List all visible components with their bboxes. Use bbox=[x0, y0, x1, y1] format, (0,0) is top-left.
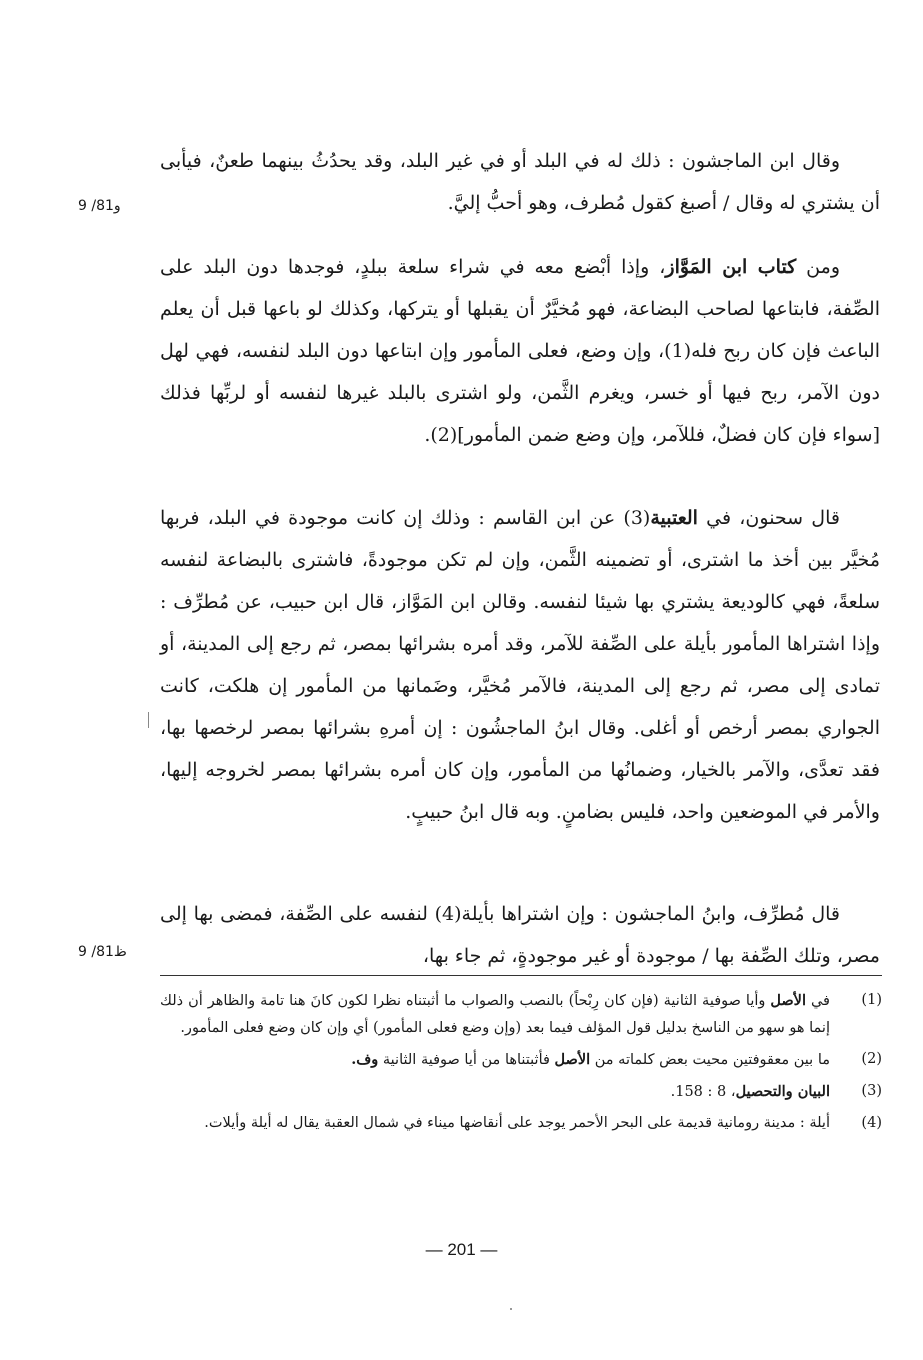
manuscript-folio-ref-recto: 9 /81و bbox=[78, 198, 121, 214]
manuscript-folio-ref-verso: 9 /81ظ bbox=[78, 944, 127, 960]
footnote-1-intro: في bbox=[805, 993, 830, 1009]
footnote-1-source: الأصل bbox=[770, 992, 806, 1009]
footnote-2-source: الأصل bbox=[554, 1051, 591, 1068]
paragraph-2-book-title: كتاب ابن المَوَّاز bbox=[665, 256, 797, 278]
margin-pencil-mark bbox=[148, 712, 149, 728]
paragraph-4 bbox=[160, 893, 880, 977]
footnote-4-text: أيلة : مدينة رومانية قديمة على البحر الأحمر يوجد على أنقاضها ميناء في شمال العقبة يقال له أيلة وأيلات. bbox=[204, 1115, 830, 1131]
footnote-2-intro: ما بين معقوفتين محيت بعض كلماته من bbox=[590, 1052, 830, 1068]
footnote-2-number: (2) bbox=[861, 1051, 882, 1067]
footnote-separator bbox=[160, 975, 882, 976]
paragraph-3-text: (3) عن ابن القاسم : وذلك إن كانت موجودة في البلد، فربها مُخيَّر بين أخذ ما اشترى، أو تضمينه الثَّمن، وإن لم تكن موجودةً، فاشترى بالبضاعة لنفسه سلعةً، فهي كالوديعة يشتري بها شيئا لنفسه. وقالن ابن المَوَّاز، قال ابن حبيب، عن مُطرِّف : وإذا اشتراها المأمور بأيلة على الصِّفة للآمر، وقد أمره بشرائها بمصر، ثم رجع إلى المدينة، أو تمادى إلى مصر، ثم رجع إلى المدينة، فالآمر مُخيَّر، وضَمانها من المأمور إن هلكت، كانت الجواري بمصر أرخص أو أغلى. وقال ابنُ الماجشُون : إن أمرهِ بشرائها بمصر لرخصها بها، فقد تعدَّى، والآمر بالخيار، وضمانُها من المأمور، وإن كان أمره بشرائها بمصر لخروجه إليها، والأمر في الموضعين واحد، فليس بضامنٍ. وبه قال ابنُ حبيبٍ. bbox=[160, 507, 880, 823]
paragraph-3-intro: قال سحنون، في bbox=[697, 507, 840, 529]
footnote-2 bbox=[160, 1046, 882, 1074]
footnote-2-source-2: وف. bbox=[351, 1051, 379, 1068]
footnote-1-text: وأيا صوفية الثانية (فإن كان رِبْحاً) بالنصب والصواب ما أثبتناه نظرا لكون كانَ هنا تامة والظاهر أن ذلك إنما هو سهو من الناسخ بدليل قول المؤلف فيما بعد (وإن وضع فعلى المأمور) أي وإن كان وضع فعلى المأمور. bbox=[160, 993, 830, 1036]
footnotes bbox=[160, 987, 882, 1137]
paragraph-2 bbox=[160, 246, 880, 456]
paragraph-1 bbox=[160, 140, 880, 224]
paragraph-2-intro: ومن bbox=[796, 256, 840, 278]
footnote-4-number: (4) bbox=[861, 1115, 882, 1131]
paragraph-4-text: قال مُطرِّف، وابنُ الماجشون : وإن اشتراها بأيلة(4) لنفسه على الصِّفة، فمضى بها إلى مصر، وتلك الصِّفة بها / موجودة أو غير موجودةٍ، ثم جاء بها، bbox=[160, 903, 880, 967]
paragraph-3-book-title: العتبية bbox=[650, 507, 698, 529]
footnote-3 bbox=[160, 1078, 882, 1106]
footnote-2-text: فأثبتناها من أيا صوفية الثانية bbox=[378, 1052, 555, 1068]
paragraph-1-text: وقال ابن الماجشون : ذلك له في البلد أو في غير البلد، وقد يحدُثُ بينهما طعنٌ، فيأبى أن يشتري له وقال / أصبغ كقول مُطرف، وهو أحبُّ إليَّ. bbox=[160, 150, 880, 214]
paragraph-2-text: ، وإذا أبْضع معه في شراء سلعة ببلدٍ، فوجدها دون البلد على الصِّفة، فابتاعها لصاحب البضاعة، فهو مُخيَّرٌ أن يقبلها أو يتركها، وكذلك لو باعها قبل أن يعلم الباعث فإن كان ربح فله(1)، وإن وضع، فعلى المأمور وإن ابتاعها دون البلد لنفسه، فهي لهل دون الآمر، ربح فيها أو خسر، ويغرم الثَّمن، ولو اشترى بالبلد غيرها لنفسه أو لربِّها فذلك [سواء فإن كان فضلٌ، فللآمر، وإن وضع ضمن المأمور](2). bbox=[160, 256, 880, 446]
paragraph-3 bbox=[160, 497, 880, 833]
footnote-3-number: (3) bbox=[861, 1083, 882, 1099]
scan-speck bbox=[510, 1308, 512, 1310]
footnote-3-text: ، 8 : 158. bbox=[670, 1084, 736, 1100]
footnote-4 bbox=[160, 1110, 882, 1137]
footnote-3-source: البيان والتحصيل bbox=[735, 1083, 830, 1100]
page-number: — 201 — bbox=[425, 1240, 498, 1259]
footnote-1-number: (1) bbox=[861, 992, 882, 1008]
footnote-1 bbox=[160, 987, 882, 1042]
